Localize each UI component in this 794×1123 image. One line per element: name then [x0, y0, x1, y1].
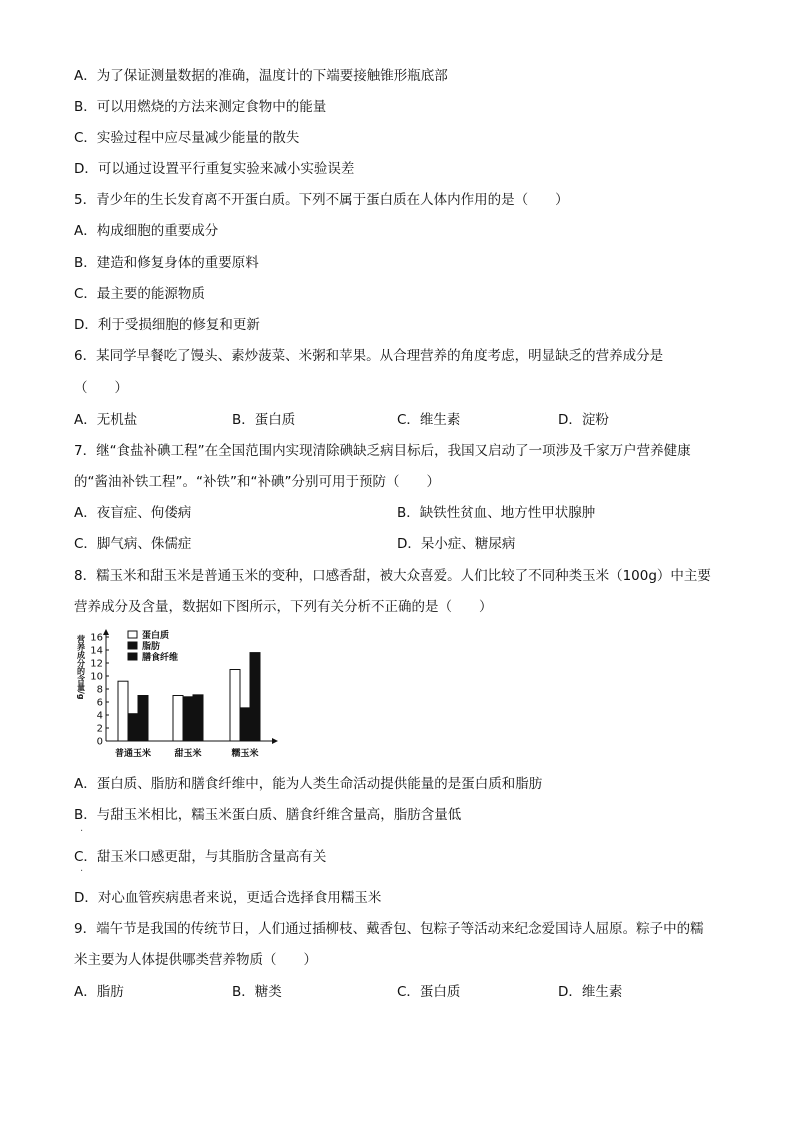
q8-option-c: C．甜玉米口感更甜，与其脂肪含量高有关: [74, 849, 327, 865]
bar-2-3: [193, 695, 203, 741]
y-tick-label-0: 0: [96, 736, 103, 748]
y-tick-label-8: 8: [96, 684, 103, 696]
legend-label-1: 蛋白质: [142, 631, 170, 641]
bar-1-3: [138, 696, 148, 742]
q8-option-a: A．蛋白质、脂肪和膳食纤维中，能为人类生命活动提供能量的是蛋白质和脂肪: [74, 776, 543, 792]
bar-2-1: [173, 696, 183, 742]
q4-option-b: B．可以用燃烧的方法来测定食物中的能量: [74, 99, 327, 115]
y-tick-label-2: 2: [96, 723, 103, 735]
q6-stem: 6．某同学早餐吃了馒头、素炒菠菜、米粥和苹果。从合理营养的角度考虑，明显缺乏的营养成分是: [74, 348, 664, 364]
x-tick-label-2: 甜玉米: [174, 749, 202, 759]
q5-stem: 5．青少年的生长发育离不开蛋白质。下列不属于蛋白质在人体内作用的是（ ）: [74, 192, 569, 208]
legend-label-2: 脂肪: [142, 642, 161, 652]
q8-option-b: B．与甜玉米相比，糯玉米蛋白质、膳食纤维含量高，脂肪含量低: [74, 807, 462, 823]
q5-option-b: B．建造和修复身体的重要原料: [74, 255, 259, 271]
q7-option-b: B．缺铁性贫血、地方性甲状腺肿: [397, 505, 596, 521]
q9-option-c: C．蛋白质: [397, 984, 461, 1000]
q9-stem-line1: 9．端午节是我国的传统节日，人们通过插柳枝、戴香包、包粽子等活动来纪念爱国诗人屈原。粽子中的糯: [74, 921, 704, 937]
q8-stem-line1: 8．糯玉米和甜玉米是普通玉米的变种，口感香甜，被大众喜爱。人们比较了不同种类玉米（100g）中主要: [74, 568, 711, 584]
legend-swatch-2: [128, 642, 137, 649]
q4-option-a: A．为了保证测量数据的准确，温度计的下端要接触锥形瓶底部: [74, 68, 448, 84]
y-tick-label-6: 6: [96, 697, 103, 709]
y-axis-arrow: [103, 629, 109, 635]
q4-option-c: C．实验过程中应尽量减少能量的散失: [74, 130, 300, 146]
q7-option-c: C．脚气病、侏儒症: [74, 536, 192, 552]
bar-2-2: [183, 697, 193, 741]
y-tick-label-12: 12: [90, 658, 103, 670]
y-axis-label: 营养成分的含量/g: [76, 635, 86, 700]
bar-3-3: [250, 653, 260, 741]
bar-3-2: [240, 708, 250, 741]
q6-option-d: D．淀粉: [558, 412, 609, 428]
corn-nutrient-bar-chart: [74, 627, 284, 762]
bar-3-1: [230, 670, 240, 742]
y-tick-label-16: 16: [90, 632, 103, 644]
q5-option-d: D．利于受损细胞的修复和更新: [74, 317, 260, 333]
q5-option-c: C．最主要的能源物质: [74, 286, 205, 302]
q8-option-d: D．对心血管疾病患者来说，更适合选择食用糯玉米: [74, 890, 382, 906]
q7-option-a: A．夜盲症、佝偻病: [74, 505, 192, 521]
bar-1-1: [118, 681, 128, 741]
q9-option-b: B．糖类: [232, 984, 282, 1000]
bar-1-2: [128, 714, 138, 741]
q6-option-a: A．无机盐: [74, 412, 138, 428]
legend-swatch-1: [128, 631, 137, 638]
x-tick-label-3: 糯玉米: [231, 749, 259, 759]
legend-swatch-3: [128, 653, 137, 660]
q8-option-b-dot: ·: [80, 826, 84, 837]
legend-label-3: 膳食纤维: [142, 653, 179, 663]
y-tick-label-4: 4: [96, 710, 103, 722]
q9-option-a: A．脂肪: [74, 984, 124, 1000]
q6-option-c: C．维生素: [397, 412, 461, 428]
q6-option-b: B．蛋白质: [232, 412, 296, 428]
q7-stem-line1: 7．继“食盐补碘工程”在全国范围内实现清除碘缺乏病目标后，我国又启动了一项涉及千家万户营养健康: [74, 443, 691, 459]
q7-stem-line2: 的“酱油补铁工程”。“补铁”和“补碘”分别可用于预防（ ）: [74, 474, 440, 490]
x-axis-arrow: [272, 738, 278, 744]
q4-option-d: D．可以通过设置平行重复实验来减小实验误差: [74, 161, 355, 177]
q8-option-c-dot: ·: [80, 866, 84, 877]
q9-stem-line2: 米主要为人体提供哪类营养物质（ ）: [74, 952, 317, 968]
q6-answer-paren: （ ）: [74, 380, 128, 396]
q7-option-d: D．呆小症、糖尿病: [397, 536, 516, 552]
x-tick-label-1: 普通玉米: [114, 749, 152, 759]
q5-option-a: A．构成细胞的重要成分: [74, 223, 219, 239]
q9-option-d: D．维生素: [558, 984, 623, 1000]
y-tick-label-14: 14: [90, 645, 103, 657]
y-tick-label-10: 10: [90, 671, 103, 683]
q8-stem-line2: 营养成分及含量，数据如下图所示，下列有关分析不正确的是（ ）: [74, 599, 493, 615]
